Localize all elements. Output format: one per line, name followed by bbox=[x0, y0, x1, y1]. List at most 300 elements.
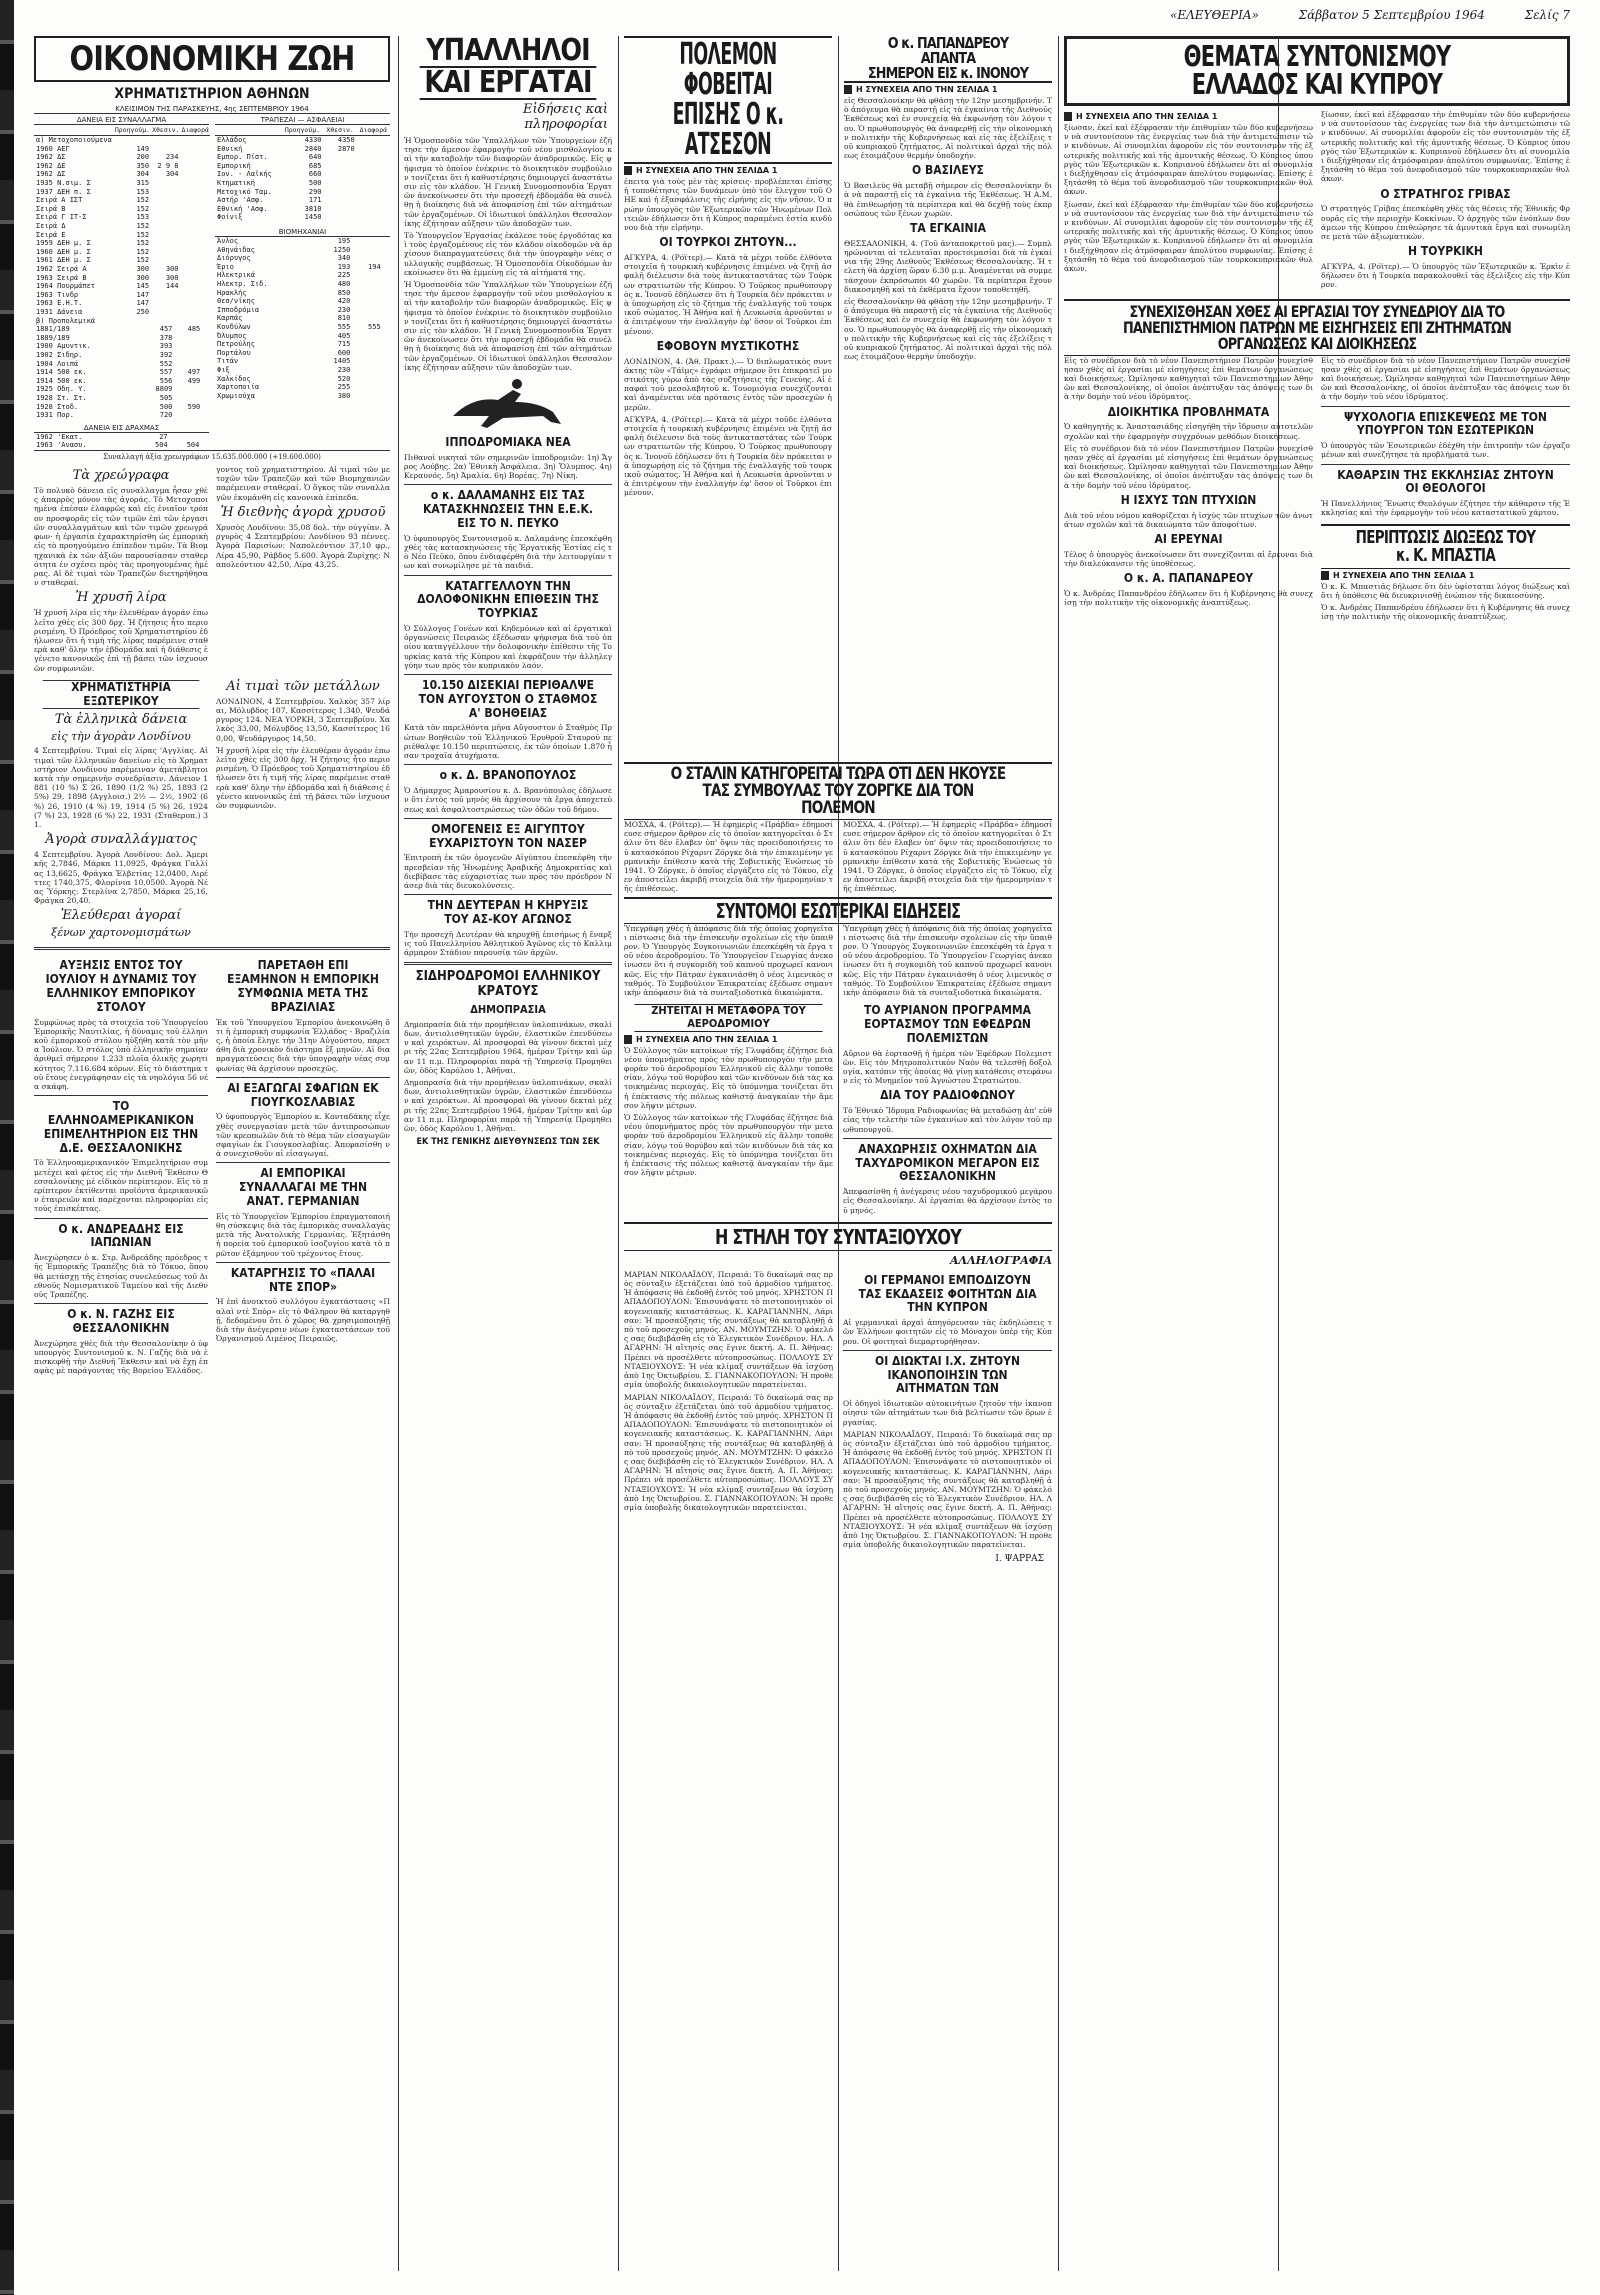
table-header-row bbox=[34, 125, 210, 136]
table-cell bbox=[383, 263, 390, 272]
table-row bbox=[34, 265, 210, 274]
table-cell: 1960 ΔΕΗ μ. Σ bbox=[36, 247, 91, 256]
stalin-text-2: ΜΟΣΧΑ, 4. (Ρόϊτερ).— Ἡ ἐφημερὶς «Πράβδα» ἐδημοσίευσε σήμερον ἄρθρον εἰς τὸ ὁποῖον κατηγορεῖται ὁ Στάλιν ὅτι δὲν ἔλαβεν ὑπ' ὄψιν τὰς προειδοποιήσεις τοῦ κατασκόπου Ρίχαρντ Ζόργκε διὰ τὴν ἐπικειμένην γερμανικὴν ἐπίθεσιν κατὰ τῆς Σοβιετικῆς Ἑνώσεως τὸ 1941. Ὁ Ζόργκε, ὁ ὁποῖος εἰργάζετο εἰς τὸ Τόκυο, εἶχεν ἀποστείλει ἀκριβῆ στοιχεῖα διὰ τὴν ἡμερομηνίαν τῆς ἐπιθέσεως. bbox=[843, 820, 1052, 894]
patras-text-1: Εἰς τὸ συνέδριον διὰ τὸ νέον Πανεπιστήμιον Πατρῶν συνεχίσθησαν χθὲς αἱ ἐργασίαι μὲ εἰσηγήσεις ἐπὶ θεμάτων ὀργανώσεως καὶ διοικήσεως. Ὡμίλησαν καθηγηταὶ τῶν Πανεπιστημίων Ἀθηνῶν καὶ Θεσσαλονίκης, οἱ ὁποῖοι ἀνέπτυξαν τὰς ἀπόψεις των διὰ τὴν δομὴν τοῦ νέου ἱδρύματος. bbox=[1064, 355, 1313, 402]
secrecy-subhead: ΕΦΟΒΟΥΝ ΜΥΣΤΙΚΟΤΗΣ bbox=[656, 338, 800, 353]
drachma-loans-header: ΔΑΝΕΙΑ ΕΙΣ ΔΡΑΧΜΑΣ bbox=[34, 424, 209, 433]
close-line: ΚΛΕΙΣΙΜΟΝ ΤΗΣ ΠΑΡΑΣΚΕΥΗΣ, 4ης ΣΕΠΤΕΜΒΡΙΟΥ 1964 bbox=[34, 105, 390, 114]
railways-signature: ΕΚ ΤΗΣ ΓΕΝΙΚΗΣ ΔΙΕΥΘΥΝΣΕΩΣ ΤΩΝ ΣΕΚ bbox=[416, 1137, 600, 1148]
table-cell bbox=[324, 179, 357, 188]
table-cell bbox=[202, 411, 209, 420]
table-row bbox=[34, 153, 210, 162]
table-cell: 1902 Σιδηρ. bbox=[36, 350, 83, 359]
table-cell: Όλυμπος bbox=[217, 331, 247, 340]
table-cell: 1962 Σειρά Α bbox=[36, 265, 87, 273]
inauguration-subhead: ΤΑ ΕΓΚΑΙΝΙΑ bbox=[910, 221, 986, 236]
reservists-text: Αὔριον θὰ ἑορτασθῇ ἡ ἡμέρα τῶν Ἐφέδρων Πολεμιστῶν. Εἰς τὸν Μητροπολιτικὸν Ναὸν θὰ τελεσθῇ δοξολογία, κατόπιν τῆς ὁποίας θὰ γίνῃ κατάθεσις στεφάνων εἰς τὸ Μνημεῖον τοῦ Ἀγνώστου Στρατιώτου. bbox=[843, 1048, 1052, 1086]
table-cell bbox=[151, 205, 180, 214]
nasser-title: ΟΜΟΓΕΝΕΙΣ ΕΞ ΑΙΓΥΠΤΟΥ ΕΥΧΑΡΙΣΤΟΥΝ ΤΟΝ ΝΑΣΕΡ bbox=[429, 821, 587, 850]
a-papandreou-subhead: Ο κ. Α. ΠΑΠΑΝΔΡΕΟΥ bbox=[1123, 571, 1254, 586]
table-row bbox=[34, 368, 209, 377]
table-cell bbox=[357, 179, 390, 188]
table-cell: 149 bbox=[136, 144, 150, 153]
table-cell: 193 bbox=[337, 262, 351, 271]
east-germany-title: ΑΙ ΕΜΠΟΡΙΚΑΙ ΣΥΝΑΛΛΑΓΑΙ ΜΕ ΤΗΝ ΑΝΑΤ. ΓΕΡΜΑΝΙΑΝ bbox=[238, 1166, 368, 1208]
table-row bbox=[34, 291, 210, 300]
table-cell bbox=[174, 411, 202, 420]
table-cell: Σειρά Β bbox=[36, 204, 66, 213]
table-cell: Κτηματική bbox=[217, 179, 255, 188]
degrees-text: Διὰ τοῦ νέου νόμου καθορίζεται ἡ ἰσχὺς τῶν πτυχίων τῶν ἀνωτάτων σχολῶν καὶ τὰ δικαιώματα τῶν ἀποφοίτων. bbox=[1064, 510, 1313, 529]
king-subhead: Ο ΒΑΣΙΛΕΥΣ bbox=[912, 163, 984, 178]
table-header-cell bbox=[215, 125, 281, 136]
table-cell: 500 bbox=[308, 179, 322, 188]
table-cell bbox=[352, 357, 382, 366]
theologians-title: ΚΑΘΑΡΣΙΝ ΤΗΣ ΕΚΚΛΗΣΙΑΣ ΖΗΤΟΥΝ ΟΙ ΘΕΟΛΟΓΟΙ bbox=[1337, 467, 1554, 496]
continued-from-page-1: Η ΣΥΝΕΧΕΙΑ ΑΠΟ ΤΗΝ ΣΕΛΙΔΑ 1 bbox=[844, 85, 1052, 94]
fleet-text: Συμφώνως πρὸς τὰ στοιχεῖα τοῦ Ὑπουργείου Ἐμπορικῆς Ναυτιλίας, ἡ δύναμις τοῦ ἑλληνικοῦ ἐμπορικοῦ στόλου ηὐξήθη κατὰ τὸν μῆνα Ἰούλιον. Ὁ στόλος ὑπὸ ἑλληνικὴν σημαίαν ἀριθμεῖ σήμερον 1.233 πλοῖα ὁλικῆς χωρητικότητος 7.116.684 κόρων. Εἰς τὸ διάστημα τοῦ ἔτους ἐνεγράφησαν εἰς τὰ νηολόγια 56 νέα σκάφη. bbox=[34, 1017, 208, 1091]
table-cell: 145 bbox=[136, 282, 150, 291]
table-cell bbox=[352, 332, 382, 341]
first-aid-text: Κατὰ τὸν παρελθόντα μῆνα Αὔγουστον ὁ Σταθμὸς Πρώτων Βοηθειῶν τοῦ Ἑλληνικοῦ Ἐρυθροῦ Σταυροῦ περιέθαλψε 10.150 περιπτώσεις, ἐκ τῶν ὁποίων 1.870 ἦσαν τροχαῖα ἀτυχήματα. bbox=[404, 723, 612, 761]
table-cell bbox=[352, 383, 382, 392]
table-cell: 504 bbox=[186, 441, 200, 450]
table-cell: Έριο bbox=[217, 262, 234, 271]
table-cell bbox=[383, 375, 390, 384]
bastias-headline-block bbox=[1321, 524, 1570, 569]
table-cell: Ελλάδος bbox=[217, 136, 247, 145]
metals-text: ΛΟΝΔΙΝΟΝ, 4 Σεπτεμβρίου. Χαλκὸς 357 λίραι, Μόλυβδος 107, Κασσίτερος 1.340, Ψευδάργυρος 124. ΝΕΑ ΥΟΡΚΗ, 3 Σεπτεμβρίου. Χαλκὸς 33,00, Μόλυβδος 13,50, Κασσίτερος 160,00, Ψευδάργυρος 14,50. bbox=[216, 696, 390, 743]
games-text: Τὴν προσεχῆ Δευτέραν θὰ κηρυχθῇ ἐπισήμως ἡ ἔναρξις τοῦ Πανελληνίου Ἀθλητικοῦ Ἀγῶνος εἰς τὸ Καλλιμάρμαρον Στάδιον παρουσίᾳ τῶν ἀρχῶν. bbox=[404, 929, 612, 958]
airport-headline: ΖΗΤΕΙΤΑΙ Η ΜΕΤΑΦΟΡΑ ΤΟΥ ΑΕΡΟΔΡΟΜΙΟΥ bbox=[634, 1004, 822, 1031]
table-cell: β) Προπολεμικά bbox=[36, 316, 96, 325]
acheson-text-2: ΑΓΚΥΡΑ, 4. (Ρόϊτερ).— Κατὰ τὰ μέχρι τοῦδε ἐλθόντα στοιχεῖα ἡ τουρκικὴ κυβέρνησις ἐπιμένει νὰ ζητῇ ἀσφαλῆ διέλευσιν διὰ τοὺς ἀντικαταστάτας τῶν Τούρκων στρατιωτῶν τῆς Κύπρου. Ὁ Τοῦρκος πρωθυπουργὸς κ. Ἰνονοῦ ἐδήλωσεν ὅτι ἡ Τουρκία δὲν πρόκειται νὰ ὑποχωρήσῃ εἰς τὸ ζήτημα τῆς ἐναλλαγῆς τοῦ τουρκικοῦ σώματος. Ἡ Ἀθήνα καὶ ἡ Λευκωσία ἀρνοῦνται νὰ ἐπιτρέψουν τὴν ἐναλλαγὴν ἐφ' ὅσον οἱ Τοῦρκοι ἐπιμένουν. bbox=[624, 253, 832, 336]
patras-headline: ΣΥΝΕΧΙΣΘΗΣΑΝ ΧΘΕΣ ΑΙ ΕΡΓΑΣΙΑΙ ΤΟΥ ΣΥΝΕΔΡΙΟΥ ΔΙΑ ΤΟ ΠΑΝΕΠΙΣΤΗΜΙΟΝ ΠΑΤΡΩΝ ΜΕ ΕΙΣΗΓΗΣΕΙΣ ΕΠΙ ΖΗΤΗΜΑΤΩΝ ΟΡΓΑΝΩΣΕΩΣ ΚΑΙ ΔΙΟΙΚΗΣΕΩΣ bbox=[1123, 301, 1511, 353]
table-cell: 520 bbox=[337, 374, 351, 383]
table-cell bbox=[151, 145, 180, 154]
table-cell: Ηρακλής bbox=[217, 288, 247, 297]
coordination-col-2 bbox=[1321, 110, 1570, 293]
table-cell bbox=[383, 332, 390, 341]
table-cell: Χαρτοποιία bbox=[217, 383, 260, 392]
column-coordination bbox=[1064, 36, 1570, 2276]
table-row bbox=[34, 196, 210, 205]
acheson-headline-block bbox=[624, 36, 832, 164]
table-cell: α) Μετοχοποιούμενα bbox=[36, 136, 112, 145]
table-cell: 152 bbox=[136, 230, 150, 239]
page-binding-edge bbox=[0, 0, 14, 2295]
pension-col-1 bbox=[624, 1270, 833, 1564]
table-cell bbox=[324, 213, 357, 222]
table-row bbox=[215, 366, 390, 375]
foreign-exchanges-title: ΧΡΗΜΑΤΙΣΤΗΡΙΑ ΕΞΩΤΕΡΙΚΟΥ bbox=[43, 680, 200, 710]
games-title: ΤΗΝ ΔΕΥΤΕΡΑΝ Η ΚΗΡΥΞΙΣ ΤΟΥ ΑΣ-ΚΟΥ ΑΓΩΝΟΣ bbox=[427, 898, 589, 926]
drivers-title: ΟΙ ΔΙΩΚΤΑΙ Ι.Χ. ΖΗΤΟΥΝ ΙΚΑΝΟΠΟΙΗΣΙΝ ΤΩΝ ΑΙΤΗΜΑΤΩΝ ΤΩΝ bbox=[875, 1353, 1020, 1396]
table-row bbox=[34, 385, 209, 394]
coordination-text-1: ξίωσαν, ἐκεῖ καὶ ἐξέφρασαν τὴν ἐπιθυμίαν τῶν δύο κυβερνήσεων νὰ συντονίσουν τὰς ἐνεργείας των διὰ τὴν ἀντιμετώπισιν τῶν κινδύνων. Αἱ συνομιλίαι ἀφοροῦν εἰς τὸν συντονισμὸν τῆς ἐξωτερικῆς πολιτικῆς καὶ τῆς ἀμυντικῆς θέσεως. Ὁ Κύπριος ὑπουργὸς τῶν Ἐξωτερικῶν κ. Κυπριανοῦ ἐδήλωσεν ὅτι αἱ συνομιλίαι διεξήχθησαν εἰς ἀτμόσφαιραν ἀπολύτου συμφωνίας. Ἐπίσης ἐξητάσθη τὸ θέμα τοῦ ἀνεφοδιασμοῦ τῶν τουρκοκυπριακῶν θυλάκων. bbox=[1064, 123, 1313, 197]
bonds-text-continued: γοντος τοῦ χρηματιστηρίου. Αἱ τιμαὶ τῶν μετοχῶν τῶν Τραπεζῶν καὶ τῶν Βιομηχανιῶν παρέμειναν σταθεραί. Ὁ ὄγκος τῶν συναλλαγῶν ἐκυμάνθη εἰς κανονικὰ ἐπίπεδα. bbox=[216, 465, 390, 502]
table-cell: 660 bbox=[308, 170, 322, 179]
bastias-headline: ΠΕΡΙΠΤΩΣΙΣ ΔΙΩΞΕΩΣ ΤΟΥ κ. Κ. ΜΠΑΣΤΙΑ bbox=[1355, 526, 1536, 566]
table-cell: 1931 Δάνεια bbox=[36, 307, 83, 316]
table-row bbox=[215, 383, 390, 392]
continued-from-page-1: Η ΣΥΝΕΧΕΙΑ ΑΠΟ ΤΗΝ ΣΕΛΙΔΑ 1 bbox=[624, 166, 832, 175]
table-cell: 457 bbox=[159, 325, 173, 334]
table-row bbox=[34, 377, 209, 386]
table-cell bbox=[181, 205, 210, 214]
fleet-title: ΑΥΞΗΣΙΣ ΕΝΤΟΣ ΤΟΥ ΙΟΥΛΙΟΥ Η ΔΥΝΑΜΙΣ ΤΟΥ ΕΛΛΗΝΙΚΟΥ ΕΜΠΟΡΙΚΟΥ ΣΤΟΛΟΥ bbox=[45, 958, 197, 1014]
table-cell: 590 bbox=[187, 402, 201, 411]
table-cell: 315 bbox=[136, 179, 150, 188]
table-cell bbox=[151, 188, 180, 197]
table-cell bbox=[151, 231, 180, 240]
table-cell: 1963 'Ανασυ. bbox=[36, 441, 87, 450]
gazis-title: Ο κ. Ν. ΓΑΖΗΣ ΕΙΣ ΘΕΣΣΑΛΟΝΙΚΗΝ bbox=[67, 1307, 175, 1335]
table-cell bbox=[383, 357, 390, 366]
table-cell bbox=[352, 375, 382, 384]
airport-text: Ὁ Σύλλογος τῶν κατοίκων τῆς Γλυφάδας ἐζήτησε διὰ νέου ὑπομνήματος πρὸς τὸν πρωθυπουργὸν τὴν μεταφορὰν τοῦ ἀεροδρομίου Ἑλληνικοῦ εἰς ἄλλην τοποθεσίαν, λόγῳ τοῦ θορύβου καὶ τῶν κινδύνων διὰ τὰς κατοικημένας περιοχάς. Εἰς τὸ ὑπόμνημα τονίζεται ὅτι ἡ ἐπέκτασις τῆς πόλεως καθιστᾷ ἀναγκαίαν τὴν ἄμεσον λῆψιν μέτρων. bbox=[624, 1045, 833, 1110]
foreign-exchanges bbox=[34, 676, 208, 943]
section-title: ΟΙΚΟΝΟΜΙΚΗ ΖΩΗ bbox=[69, 39, 355, 79]
patras-headline-block bbox=[1064, 299, 1570, 356]
loans-table bbox=[34, 125, 210, 316]
germans-title: ΟΙ ΓΕΡΜΑΝΟΙ ΕΜΠΟΔΙΖΟΥΝ ΤΑΣ ΕΚΔΑΣΕΙΣ ΦΟΙΤΗΤΩΝ ΔΙΑ ΤΗΝ ΚΥΠΡΟΝ bbox=[858, 1272, 1037, 1315]
table-header-cell: Διαφορά bbox=[357, 125, 390, 136]
table-row bbox=[215, 246, 390, 255]
coordination-text-3: ξίωσαν, ἐκεῖ καὶ ἐξέφρασαν τὴν ἐπιθυμίαν τῶν δύο κυβερνήσεων νὰ συντονίσουν τὰς ἐνεργείας των διὰ τὴν ἀντιμετώπισιν τῶν κινδύνων. Αἱ συνομιλίαι ἀφοροῦν εἰς τὸν συντονισμὸν τῆς ἐξωτερικῆς πολιτικῆς καὶ τῆς ἀμυντικῆς θέσεως. Ὁ Κύπριος ὑπουργὸς τῶν Ἐξωτερικῶν κ. Κυπριανοῦ ἐδήλωσεν ὅτι αἱ συνομιλίαι διεξήχθησαν εἰς ἀτμόσφαιραν ἀπολύτου συμφωνίας. Ἐπίσης ἐξητάσθη τὸ θέμα τοῦ ἀνεφοδιασμοῦ τῶν τουρκοκυπριακῶν θυλάκων. bbox=[1321, 110, 1570, 184]
table-row bbox=[34, 274, 210, 283]
admin-problems-text: Ὁ καθηγητὴς κ. Ἀναστασιάδης εἰσηγήθη τὴν ἵδρυσιν αὐτοτελῶν σχολῶν καὶ τὴν ἐφαρμογὴν συγχρόνων μεθόδων διοικήσεως. bbox=[1064, 422, 1313, 441]
table-row bbox=[215, 213, 390, 222]
table-cell bbox=[202, 385, 209, 394]
news-kicker-2: πληροφορίαι bbox=[524, 117, 608, 132]
table-cell bbox=[181, 239, 210, 248]
table-cell: 300 bbox=[165, 265, 179, 273]
table-cell: 2 9 8 bbox=[157, 161, 179, 170]
table-row bbox=[215, 162, 390, 171]
table-cell: 300 bbox=[136, 265, 150, 273]
table-header-cell bbox=[34, 125, 114, 136]
stalin-headline-block bbox=[624, 762, 1052, 820]
banks-header: ΤΡΑΠΕΖΑΙ — ΑΣΦΑΛΕΙΑΙ bbox=[215, 116, 390, 125]
table-cell: 153 bbox=[136, 213, 150, 222]
table-row bbox=[34, 308, 210, 317]
table-cell: 255 bbox=[337, 383, 351, 392]
table-cell bbox=[202, 368, 209, 377]
table-cell bbox=[151, 222, 180, 231]
table-row bbox=[34, 394, 209, 403]
turkish-text: ΑΓΚΥΡΑ, 4. (Ρόϊτερ).— Ὁ ὑπουργὸς τῶν Ἐξωτερικῶν κ. Ἐρκὶν ἐδήλωσεν ὅτι ἡ Τουρκία παρακολουθεῖ τὰς ἐξελίξεις εἰς τὴν Κύπρον. bbox=[1321, 262, 1570, 290]
table-cell: 1964 Πουρμάπετ bbox=[36, 282, 96, 291]
table-row bbox=[215, 237, 390, 246]
table-cell bbox=[202, 317, 209, 326]
employees-text-1: Ἡ Ὁμοσπονδία τῶν Ὑπαλλήλων τῶν Ὑπουργείων ἐζήτησε τὴν ἄμεσον ἐφαρμογὴν τοῦ νέου μισθολογίου καὶ τὴν καταβολὴν τῶν διαφορῶν ἀναδρομικῶς. Εἰς ψήφισμα τὸ ὁποῖον ἐνέκρινε τὸ διοικητικὸν συμβούλιον τονίζεται ὅτι ἡ καθυστέρησις δημιουργεῖ ἀναστάτωσιν εἰς τὸν κλάδον. Ἡ Γενικὴ Συνομοσπονδία Ἐργατῶν ἀνεκοίνωσεν ὅτι τὴν προσεχῆ ἑβδομάδα θὰ συνέλθῃ ἡ διοίκησις διὰ νὰ ἀποφασίσῃ ἐπὶ τῶν αἰτημάτων τῶν ἐργαζομένων. Οἱ ἰδιωτικοὶ ὑπάλληλοι Θεσσαλονίκης ἐζήτησαν αὔξησιν τῶν ἀποδοχῶν των. bbox=[404, 136, 612, 228]
table-cell bbox=[352, 246, 382, 255]
table-cell bbox=[139, 317, 174, 326]
column-employees-workers bbox=[404, 36, 612, 2276]
table-row bbox=[215, 153, 390, 162]
table-cell: 500 bbox=[159, 402, 173, 411]
table-cell: 1914 500 εκ. bbox=[36, 368, 87, 377]
auction-label: ΔΗΜΟΠΡΑΣΙΑ bbox=[470, 1003, 546, 1017]
table-row bbox=[215, 323, 390, 332]
racing-title: ΙΠΠΟΔΡΟΜΙΑΚΑ ΝΕΑ bbox=[445, 435, 571, 450]
table-cell bbox=[202, 342, 209, 351]
table-cell bbox=[352, 306, 382, 315]
table-cell: Κονδύλων bbox=[217, 322, 251, 331]
loans-header: ΔΑΝΕΙΑ ΕΙΣ ΣΥΝΑΛΛΑΓΜΑ bbox=[34, 116, 209, 125]
acheson-headline-2: ΕΠΙΣΗΣ Ο κ. ΑΤΣΕΣΟΝ bbox=[672, 97, 784, 162]
table-cell bbox=[383, 280, 390, 289]
table-cell: Εθνική 'Ασφ. bbox=[217, 204, 268, 213]
column-rule bbox=[398, 36, 399, 2271]
table-row bbox=[34, 239, 210, 248]
table-cell: 480 bbox=[337, 280, 351, 288]
table-cell: Χρωμιούχα bbox=[217, 391, 255, 400]
papandreou-text-2: Ὁ Βασιλεὺς θὰ μεταβῇ σήμερον εἰς Θεσσαλονίκην διὰ νὰ παραστῇ εἰς τὰ ἐγκαίνια τῆς Ἐκθέσεως. Ἡ Α.Μ. θὰ ἐπιθεωρήσῃ τὰ περίπτερα καὶ θὰ δεχθῇ τοὺς ἐκπροσώπους τῶν ξένων χωρῶν. bbox=[844, 181, 1052, 218]
coordination-headline-2: ΕΛΛΑΔΟΣ ΚΑΙ ΚΥΠΡΟΥ bbox=[1191, 68, 1443, 101]
banks-table-block bbox=[215, 116, 390, 450]
table-cell: 144 bbox=[165, 282, 179, 291]
airport-block bbox=[624, 1000, 833, 1218]
banknotes-title: ξένων χαρτονομισμάτων bbox=[51, 926, 191, 940]
dalamanis-text: Ὁ ὑφυπουργὸς Συντονισμοῦ κ. Δαλαμάνης ἐπεσκέφθη χθὲς τὰς κατασκηνώσεις τῆς Ἐργατικῆς Ἑστίας εἰς τὸ Νέο Πεῦκο, ὅπου ἐνδιαφέρθη διὰ τὴν λειτουργίαν των καὶ συνωμίλησε μὲ τὰ παιδιά. bbox=[404, 533, 612, 571]
news-kicker-1: Εἰδήσεις καὶ bbox=[523, 102, 608, 117]
table-cell: 8809 bbox=[155, 385, 173, 394]
table-header-cell: Προηγούμ. bbox=[281, 125, 323, 136]
table-cell: 304 bbox=[165, 170, 179, 179]
table-cell: 2840 bbox=[304, 144, 322, 153]
table-cell: 1450 bbox=[304, 213, 322, 222]
stalin-section bbox=[624, 762, 1052, 2262]
table-cell bbox=[383, 392, 390, 401]
coordination-headline-block bbox=[1064, 36, 1570, 106]
patras-col-2 bbox=[1321, 356, 1570, 625]
table-cell bbox=[174, 334, 202, 343]
table-cell: Καρπάς bbox=[217, 314, 243, 323]
page-header bbox=[1170, 8, 1570, 28]
table-cell: 152 bbox=[136, 196, 150, 205]
table-cell: 485 bbox=[187, 325, 201, 334]
table-row bbox=[34, 334, 209, 343]
table-row bbox=[34, 317, 209, 326]
table-header-row bbox=[215, 125, 390, 136]
stalin-text-1: ΜΟΣΧΑ, 4. (Ρόϊτερ).— Ἡ ἐφημερὶς «Πράβδα» ἐδημοσίευσε σήμερον ἄρθρον εἰς τὸ ὁποῖον κατηγορεῖται ὁ Στάλιν ὅτι δὲν ἔλαβεν ὑπ' ὄψιν τὰς προειδοποιήσεις τοῦ κατασκόπου Ρίχαρντ Ζόργκε διὰ τὴν ἐπικειμένην γερμανικὴν ἐπίθεσιν κατὰ τῆς Σοβιετικῆς Ἑνώσεως τὸ 1941. Ὁ Ζόργκε, ὁ ὁποῖος εἰργάζετο εἰς τὸ Τόκυο, εἶχεν ἀποστείλει ἀκριβῆ στοιχεῖα διὰ τὴν ἡμερομηνίαν τῆς ἐπιθέσεως. bbox=[624, 820, 833, 894]
table-cell: 1914 500 εκ. bbox=[36, 376, 87, 385]
table-cell bbox=[174, 360, 202, 369]
table-cell bbox=[357, 145, 390, 154]
table-cell bbox=[324, 188, 357, 197]
table-cell: 392 bbox=[159, 350, 173, 359]
post-office-title: ΑΝΑΧΩΡΗΣΙΣ ΟΧΗΜΑΤΩΝ ΔΙΑ ΤΑΧΥΔΡΟΜΙΚΟΝ ΜΕΓΑΡΟΝ ΕΙΣ ΘΕΣΣΑΛΟΝΙΚΗΝ bbox=[855, 1141, 1040, 1184]
table-cell: 152 bbox=[136, 239, 150, 248]
forex-text: 4 Σεπτεμβρίου. Ἀγορὰ Λονδίνου: Δολ. Ἀμερικῆς 2,7846, Μάρκα 11,0925, Φράγκα Γαλλίας 13,6625, Φράγκα Ἐλβετίας 12,0400, Λιρέττες 1740,375, Φλορίνια 10,0500. Ἀγορὰ Νέας Ὑόρκης: Στερλίνα 2,7850, Μάρκα 25,16, Φράγκα 20,40. bbox=[34, 850, 208, 906]
table-cell bbox=[383, 306, 390, 315]
short-news-headline-block bbox=[624, 897, 1052, 924]
table-cell: 27 bbox=[159, 432, 168, 441]
table-cell: 1900 Αμυντικ. bbox=[36, 342, 91, 351]
stock-tables bbox=[34, 116, 390, 450]
table-cell: 555 bbox=[368, 322, 381, 331]
table-cell: 1962 'Εκατ. bbox=[36, 432, 83, 441]
table-cell: 1962 ΔΕ bbox=[36, 161, 66, 170]
section-title-box bbox=[34, 36, 390, 82]
table-cell: Εμπορ. Πίστ. bbox=[217, 153, 268, 162]
table-header-cell: Διαφορά bbox=[181, 126, 209, 135]
table-cell: 171 bbox=[308, 196, 322, 205]
table-header-cell: Χθεσιν. bbox=[152, 126, 180, 135]
table-cell bbox=[357, 162, 390, 171]
table-row bbox=[215, 136, 390, 145]
radio-subhead: ΔΙΑ ΤΟΥ ΡΑΔΙΟΦΩΝΟΥ bbox=[880, 1088, 1015, 1103]
employees-title-1: ΥΠΑΛΛΗΛΟΙ bbox=[420, 36, 597, 68]
table-cell: 300 bbox=[165, 273, 179, 282]
newspaper-name: «ΕΛΕΥΘΕΡΙΑ» bbox=[1170, 8, 1259, 22]
table-cell bbox=[202, 360, 209, 369]
bastias-text: Ὁ κ. Κ. Μπαστιᾶς δήλωσε ὅτι δὲν ὑφίσταται λόγος διώξεως καὶ ὅτι ἡ ὑπόθεσις θὰ διευκρινισθῇ ἐνώπιον τῆς δικαιοσύνης. bbox=[1321, 581, 1570, 600]
acheson-text-1: ἐπειτα γιὰ τοὺς μὲν τὰς κρίσεις· προβλέπεται ἐπίσης ἡ τοποθέτησις τῶν δυνάμεων ὑπὸ τὸν ἔλεγχον τοῦ ΟΗΕ καὶ ἡ ἐξασφάλισις τῆς εἰρήνης εἰς τὴν νῆσον. Ὁ πρώην ὑπουργὸς τῶν Ἐξωτερικῶν τῶν Ἡνωμένων Πολιτειῶν ἐδήλωσεν ὅτι ἡ Κύπρος παραμένει ἐστία κινδύνου διὰ τὴν εἰρήνην. bbox=[624, 177, 832, 233]
table-cell: 3810 bbox=[304, 204, 322, 213]
table-cell: 810 bbox=[337, 314, 351, 323]
table-cell bbox=[324, 196, 357, 205]
table-cell bbox=[181, 170, 210, 179]
table-cell: 1928 Στ. Στ. bbox=[36, 393, 87, 402]
column-rule bbox=[618, 36, 619, 2271]
table-cell: 380 bbox=[337, 391, 351, 400]
table-header-cell: Χθεσιν. bbox=[324, 125, 357, 136]
banks-table bbox=[215, 125, 390, 222]
table-cell: Θεσ/νίκης bbox=[217, 297, 255, 306]
london-market-title: εἰς τὴν ἀγορὰν Λονδίνου bbox=[51, 730, 191, 744]
table-row bbox=[215, 254, 390, 263]
table-cell: 378 bbox=[159, 333, 173, 342]
gazis-text: Ἀνεχώρησε χθὲς διὰ τὴν Θεσσαλονίκην ὁ ὑφυπουργὸς Συντονισμοῦ κ. Ν. Γαζῆς διὰ νὰ ἐπισκεφθῇ τὴν Διεθνῆ Ἔκθεσιν καὶ νὰ ἔχῃ ἐπαφὰς μὲ παράγοντας τῆς Βορείου Ἑλλάδος. bbox=[34, 1338, 208, 1376]
table-cell bbox=[357, 188, 390, 197]
table-cell: 4330 bbox=[304, 136, 322, 145]
column-economic-life bbox=[34, 36, 390, 2276]
degrees-subhead: Η ΙΣΧΥΣ ΤΩΝ ΠΤΥΧΙΩΝ bbox=[1120, 492, 1257, 507]
stalin-headline: Ο ΣΤΑΛΙΝ ΚΑΤΗΓΟΡΕΙΤΑΙ ΤΩΡΑ ΟΤΙ ΔΕΝ ΗΚΟΥΣΕ ΤΑΣ ΣΥΜΒΟΥΛΑΣ ΤΟΥ ΖΟΡΓΚΕ ΔΙΑ ΤΟΝ ΠΟΛΕΜΟΝ bbox=[670, 764, 1006, 818]
table-cell: 555 bbox=[337, 322, 351, 331]
yugoslavia-text: Ὁ ὑφυπουργὸς Ἐμπορίου κ. Κονταδάκης εἶχε χθὲς συνεργασίαν μετὰ τῶν ἀντιπροσώπων τῶν κρεοπωλῶν διὰ τὸ θέμα τῶν εἰσαγωγῶν σφαγίων ἐκ Γιουγκοσλαβίας. Ἀπεφασίσθη νὰ συνεχισθοῦν αἱ εἰσαγωγαί. bbox=[216, 1112, 390, 1159]
table-row bbox=[215, 375, 390, 384]
table-row bbox=[34, 231, 210, 240]
col1-articles-row bbox=[34, 465, 390, 676]
column-rule bbox=[1058, 36, 1059, 2271]
table-cell bbox=[151, 256, 180, 265]
table-cell: 194 bbox=[368, 262, 381, 271]
table-cell: 499 bbox=[187, 376, 201, 385]
table-cell: 850 bbox=[337, 288, 351, 297]
market-text-repeat: Ἡ χρυσῆ λίρα εἰς τὴν ἐλευθέραν ἀγοράν ἐπωλεῖτο χθὲς εἰς 300 δρχ. Ἡ ζήτησις ἦτο περιορισμένη. Ὁ Πρόεδρος τοῦ Χρηματιστηρίου ἐδήλωσεν ὅτι ἡ τιμὴ τῆς λίρας παρέμεινε σταθερὰ καθ' ὅλην τὴν ἑβδομάδα καὶ ἡ διάθεσις ἐγένετο κανονικῶς ἐπὶ τῇ βάσει τῶν ἰσχυουσῶν συμφωνιῶν. bbox=[216, 745, 390, 810]
pension-headline-block bbox=[624, 1222, 1052, 1251]
table-cell bbox=[324, 170, 357, 179]
table-cell: 1961 ΔΕΗ μ. Σ bbox=[36, 256, 91, 265]
vranopoulos-text: Ὁ Δήμαρχος Ἀμαρουσίου κ. Δ. Βρανόπουλος ἐδήλωσεν ὅτι ἐντὸς τοῦ μηνὸς θὰ ἀρχίσουν τὰ ἔργα ἀποχετεύσεως καὶ ἀσφαλτοστρώσεως τῶν ὁδῶν τοῦ δήμου. bbox=[404, 786, 612, 814]
gold-market-title: Ἡ διεθνὴς ἀγορὰ χρυσοῦ bbox=[220, 504, 386, 520]
turnover-line: Συναλλαγή ἀξία χρεωγράφων 15.635.000.000 (+19.600.000) bbox=[34, 450, 390, 462]
interior-visit-title: ΨΥΧΟΛΟΓΙΑ ΕΠΙΣΚΕΨΕΩΣ ΜΕ ΤΟΝ ΥΠΟΥΡΓΟΝ ΤΩΝ ΕΣΩΤΕΡΙΚΩΝ bbox=[1344, 409, 1547, 438]
bonds-text: Τὸ πολυκὸ δάνεια εἰς συναλλαγμα ἦσαν χθὲς ἀπαρρὸς μόνον τὰς ἀγοράς. Τὸ Μετοχοποιημένα ἐπέσαν ἐλαφρῶς καὶ εἰς ἐνιαῖον τρόπον προσφορᾶς εἰς τῶν τιμῶν ἐπὶ τῶν ἐργασιῶν συναλλαγμάτων καὶ τῶν τιμῶν χρεωγράφων· ἡ ἐργασία ἐχαρακτηρίσθη ὡς ἐμπορικὴ εἰς τὸ προηγούμενο ἐπίπεδον τιμῶν. Τὰ Βιομηχανικὰ ἐκ τῶν ἀξιῶν παρουσίασαν σταθερότητα ἐν σχέσει πρὸς τὰς προηγουμένας ἡμέρας. Αἱ δὲ τιμαὶ τῶν Τραπεζῶν διετηρήθησαν σταθεραί. bbox=[34, 486, 208, 588]
continued-from-page-1-airport: Η ΣΥΝΕΧΕΙΑ ΑΠΟ ΤΗΝ ΣΕΛΙΔΑ 1 bbox=[624, 1035, 833, 1044]
employees-title-2: ΚΑΙ ΕΡΓΑΤΑΙ bbox=[420, 68, 597, 100]
table-cell bbox=[352, 366, 382, 375]
table-cell: 600 bbox=[337, 348, 351, 357]
table-row bbox=[34, 162, 210, 171]
col1-foreign-row bbox=[34, 676, 390, 943]
table-cell: Φιξ bbox=[217, 365, 230, 374]
col1-boxes-row bbox=[34, 955, 390, 1378]
palais-sport-text: Ἡ ἐπὶ ἀνοικτοῦ συλλόγου ἐγκατάστασις «Παλαὶ ντὲ Σπὸρ» εἰς τὸ Φάληρον θὰ καταργηθῇ, δεδομένου ὅτι ὁ χῶρος θὰ χρησιμοποιηθῇ διὰ τὴν ἀνέγερσιν νέων ἐγκαταστάσεων τοῦ Ὀργανισμοῦ Λιμένος Πειραιῶς. bbox=[216, 1297, 390, 1344]
table-cell bbox=[181, 136, 210, 145]
yugoslavia-title: ΑΙ ΕΞΑΓΩΓΑΙ ΣΦΑΓΙΩΝ ΕΚ ΓΙΟΥΓΚΟΣΛΑΒΙΑΣ bbox=[227, 1080, 379, 1109]
table-row bbox=[215, 179, 390, 188]
table-cell: 1935 Ν.σιμ. Σ bbox=[36, 179, 91, 188]
col1-left-sub bbox=[34, 465, 208, 676]
table-row bbox=[215, 332, 390, 341]
table-cell bbox=[383, 383, 390, 392]
table-cell bbox=[202, 394, 209, 403]
table-row bbox=[34, 136, 210, 145]
table-cell: 1928 Στοδ. bbox=[36, 402, 79, 411]
table-row bbox=[215, 314, 390, 323]
table-cell: 152 bbox=[136, 204, 150, 213]
table-cell: 152 bbox=[136, 222, 150, 231]
turks-subhead: ΟΙ ΤΟΥΡΚΟΙ ΖΗΤΟΥΝ... bbox=[659, 235, 797, 250]
airport-row bbox=[624, 1000, 1052, 1218]
table-cell: 300 bbox=[136, 273, 150, 282]
table-cell bbox=[181, 188, 210, 197]
table-cell bbox=[383, 254, 390, 263]
research-text: Τέλος ὁ ὑπουργὸς ἀνεκοίνωσεν ὅτι συνεχίζονται αἱ ἔρευναι διὰ τὴν διαλεύκανσιν τῆς ὑποθέσεως. bbox=[1064, 549, 1313, 569]
gold-market-text: Χρυσὸς Λονδίνου: 35,08 δολ. τὴν οὐγγίαν. Ἀργυρὸς 4 Σεπτεμβρίου: Λονδίνου 93 πέννες. Ἀγορὰ Παρισίων: Ναπολεόντιον 37,10 φρ., Λίρα 45,90, Ράβδος 5.600. Ἀγορὰ Ζυρίχης: Ναπολεόντιον 42,50, Λίρα 43,25. bbox=[216, 522, 390, 569]
papandreou-headline-2: ΣΗΜΕΡΟΝ ΕΙΣ κ. ΙΝΟΝΟΥ bbox=[867, 64, 1029, 82]
table-cell: Ηλεκτρ. Σιδ. bbox=[217, 280, 268, 288]
table-cell bbox=[181, 248, 210, 257]
table-cell bbox=[352, 237, 382, 246]
drivers-text: Οἱ ὁδηγοὶ ἰδιωτικῶν αὐτοκινήτων ζητοῦν τὴν ἱκανοποίησιν τῶν αἰτημάτων των διὰ βελτίωσιν τῶν ὅρων ἐργασίας. bbox=[843, 1399, 1052, 1427]
table-cell: Εμπορική bbox=[217, 161, 251, 170]
pension-text-3: ΜΑΡΙΑΝ ΝΙΚΟΛΑΪΔΟΥ, Πειραιά: Τὸ δικαίωμά σας πρὸς σύνταξιν ἐξετάζεται ὑπὸ τοῦ ἁρμοδίου τμήματος. Ἡ ἀπόφασις θὰ ἐκδοθῇ ἐντὸς τοῦ μηνός. ΧΡΗΣΤΟΝ ΠΑΠΑΔΟΠΟΥΛΟΝ: Ἐπισυνάψατε τὸ πιστοποιητικὸν οἰκογενειακῆς καταστάσεως. Κ. ΚΑΡΑΓΙΑΝΝΗΝ, Λάρισαν: Ἡ προσαύξησις τῆς συντάξεως θὰ καταβληθῇ ἀπὸ τοῦ προσεχοῦς μηνός. ΑΝ. ΜΟΥΜΤΖΗΝ: Ὁ φάκελός σας διεβιβάσθη εἰς τὸ Ἐλεγκτικὸν Συνέδριον. ΗΛ. ΛΑΓΑΡΗΝ: Ἡ αἴτησίς σας ἔγινε δεκτή. Α. Π. Ἀθήνας: Πρέπει νὰ προσέλθετε αὐτοπροσώπως. ΠΟΛΛΟΥΣ ΣΥΝΤΑΞΙΟΥΧΟΥΣ: Ἡ νέα κλίμαξ συντάξεων θὰ ἰσχύσῃ ἀπὸ 1ης Ὀκτωβρίου. Σ. ΓΙΑΝΝΑΚΟΠΟΥΛΟΝ: Ἡ προθεσμία ὑποβολῆς δικαιολογητικῶν παρατείνεται. bbox=[843, 1429, 1052, 1550]
table-cell: 153 bbox=[136, 187, 150, 196]
table-row bbox=[215, 145, 390, 154]
table-cell bbox=[181, 231, 210, 240]
table-cell: 405 bbox=[337, 331, 351, 340]
table-cell bbox=[181, 153, 210, 162]
reservists-title: ΤΟ ΑΥΡΙΑΝΟΝ ΠΡΟΓΡΑΜΜΑ ΕΟΡΤΑΣΜΟΥ ΤΩΝ ΕΦΕΔΡΩΝ ΠΟΛΕΜΙΣΤΩΝ bbox=[864, 1003, 1031, 1045]
table-cell bbox=[151, 239, 180, 248]
table-cell: Σειρά Α ΙΣΤ bbox=[36, 196, 83, 205]
table-cell bbox=[324, 153, 357, 162]
table-row bbox=[34, 205, 210, 214]
table-cell bbox=[383, 323, 390, 332]
table-cell: 250 bbox=[136, 307, 150, 316]
table-row bbox=[215, 297, 390, 306]
table-row bbox=[215, 263, 390, 272]
table-row bbox=[34, 213, 210, 222]
table-row bbox=[34, 170, 210, 179]
forex-title: Ἀγορὰ συναλλάγματος bbox=[45, 832, 197, 848]
table-cell: Φοίνιξ bbox=[217, 213, 243, 222]
table-cell: 552 bbox=[159, 359, 173, 368]
table-cell bbox=[357, 213, 390, 222]
coordination-text-2: ξίωσαν, ἐκεῖ καὶ ἐξέφρασαν τὴν ἐπιθυμίαν τῶν δύο κυβερνήσεων νὰ συντονίσουν τὰς ἐνεργείας των διὰ τὴν ἀντιμετώπισιν τῶν κινδύνων. Αἱ συνομιλίαι ἀφοροῦν εἰς τὸν συντονισμὸν τῆς ἐξωτερικῆς πολιτικῆς καὶ τῆς ἀμυντικῆς θέσεως. Ὁ Κύπριος ὑπουργὸς τῶν Ἐξωτερικῶν κ. Κυπριανοῦ ἐδήλωσεν ὅτι αἱ συνομιλίαι διεξήχθησαν εἰς ἀτμόσφαιραν ἀπολύτου συμφωνίας. Ἐπίσης ἐξητάσθη τὸ θέμα τοῦ ἀνεφοδιασμοῦ τῶν τουρκοκυπριακῶν θυλάκων. bbox=[1064, 199, 1313, 274]
table-cell bbox=[357, 170, 390, 179]
patras-col-1 bbox=[1064, 356, 1313, 625]
short-news-text-2: Ὑπεγράφη χθὲς ἡ ἀπόφασις διὰ τῆς ὁποίας χορηγεῖται πίστωσις διὰ τὴν ἐπισκευὴν σχολείων εἰς τὴν ὕπαιθρον. Ὁ Ὑπουργὸς Συγκοινωνιῶν ἐπεσκέφθη τὰ ἔργα τοῦ νέου ἀεροδρομίου. Τὸ Ὑπουργεῖον Γεωργίας ἀνεκοίνωσεν ὅτι ἡ συγκομιδὴ τοῦ καπνοῦ προχωρεῖ κανονικῶς. Εἰς τὴν Πάτραν ἐγκαινιάσθη ὁ νέος λιμενικὸς σταθμός. Τὸ Συμβούλιον Ἐπικρατείας ἐξέδωσε σημαντικὴν ἀπόφασιν διὰ τὰ συνταξιοδοτικὰ δικαιώματα. bbox=[843, 923, 1052, 998]
table-cell bbox=[352, 314, 382, 323]
table-cell bbox=[357, 136, 390, 145]
